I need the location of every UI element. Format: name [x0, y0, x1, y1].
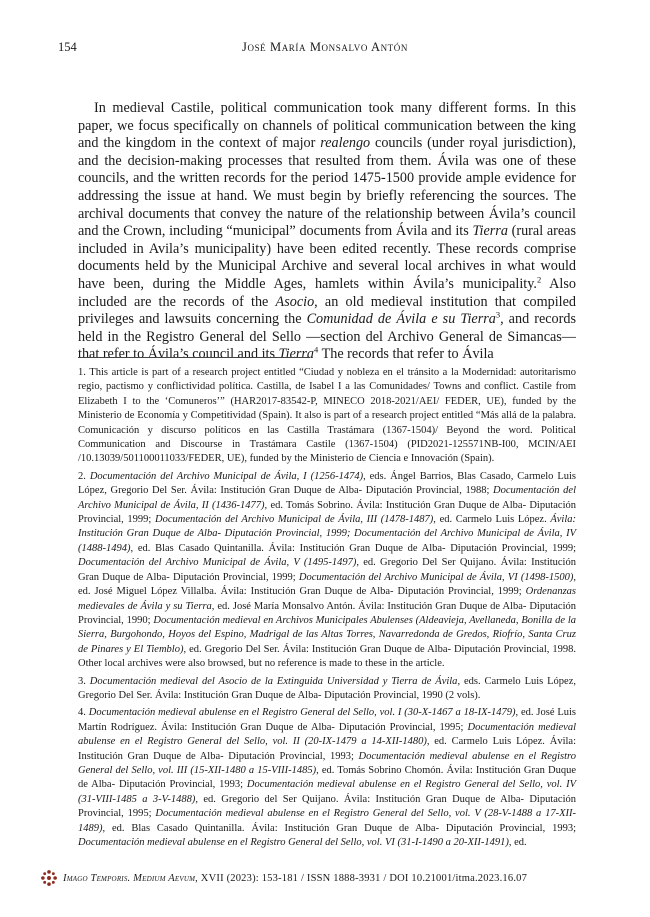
footnote-title: Ordenanzas medievales de Ávila y su Tierra [78, 586, 576, 612]
body-text-segment: In medieval Castile, political communication took many different forms. In this paper, we focus specifically on channels of political communication between the king and the kingdom in the context of major [78, 100, 576, 152]
footnote-title: Documentación medieval del Asocio de la Extinguida Universidad y Tierra de Ávila [89, 675, 458, 687]
footnotes [78, 366, 576, 853]
footnote-title: Documentación del Archivo Municipal de Ávila, I (1256-1474) [89, 470, 364, 482]
footnote-title: Documentación medieval abulense en el Registro General del Sello, vol. V (28-V-1488 a 17-XII-1489) [78, 808, 577, 834]
body-italic-term: Tierra [278, 346, 315, 363]
page-footer [40, 869, 600, 889]
footnote-text: , ed. José Miguel López Villalba. Ávila: Institución Gran Duque de Alba- Diputación Provincial, 1999; [78, 571, 576, 598]
footnote-title: Ávila: Institución Gran Duque de Alba- Diputación Provincial, 1999; Documentación del Archivo Municipal de Ávila, IV (1488-1494) [78, 514, 577, 554]
running-head: José María Monsalvo Antón [242, 40, 408, 54]
footnote-text: , ed. [508, 837, 527, 848]
footnote-text: , ed. Blas Casado Quintanilla. Ávila: Institución Gran Duque de Alba- Diputación Provincial, 1999; [130, 542, 576, 554]
footnote-text: 3. [78, 675, 90, 687]
journal-name: Imago Temporis. Medium Aevum [63, 873, 196, 884]
body-text-segment: (rural areas included in Avila’s municipality) have been edited recently. These records comprise documents held by the Municipal Archive and several local archives in what would have been, during the Middle Ages, hamlets within Ávila’s municipality. [78, 223, 576, 292]
footnote-text: , ed. Gregorio Del Ser Quijano. Ávila: Institución Gran Duque de Alba- Diputación Provincial, 1999; [78, 557, 576, 583]
body-text-segment: , an old medieval institution that compiled privileges and lawsuits concerning the [78, 293, 576, 328]
footnote-text: , ed. José María Monsalvo Antón. Ávila: Institución Gran Duque de Alba- Diputación Provincial, 1990; [78, 600, 576, 626]
body-text-segment: Also included are the records of the [78, 275, 576, 310]
body-text-segment: , and records held in the Registro General del Sello —section del Archivo General de Simancas— that refer to Ávila’s council and its [78, 311, 576, 363]
page-number: 154 [58, 40, 77, 54]
footnote-ref[interactable]: 4 [314, 344, 319, 355]
footnote-3 [78, 675, 576, 704]
body-italic-term: Comunidad de Ávila e su Tierra [306, 311, 496, 328]
footnote-text: , ed. Tomás Sobrino Chomón. Ávila: Institución Gran Duque de Alba- Diputación Provincial, 1993; [78, 764, 576, 791]
footnote-title: Documentación del Archivo Municipal de Ávila, III (1478-1487) [155, 514, 434, 526]
body-paragraph [78, 100, 576, 364]
footnote-title: Documentación medieval en Archivos Municipales Abulenses (Aldeavieja, Avellaneda, Bonilla de la Sierra, Burgohondo, Hoyos del Espino, Madrigal de las Altas Torres, Navarredonda de Gredos, Riofrío, Santa Cruz de Pinares y El Tiemblo) [78, 614, 577, 655]
footnote-text: , ed. Blas Casado Quintanilla. Ávila: Institución Gran Duque de Alba- Diputación Provincial, 1993; [102, 822, 576, 834]
body-italic-term: Asocio [275, 293, 315, 310]
footnote-title: Documentación del Archivo Municipal de Ávila, VI (1498-1500) [298, 571, 574, 583]
body-italic-term: Tierra [472, 223, 508, 240]
footnote-title: Documentación medieval abulense en el Registro General del Sello, vol. I (30-X-1467 a 18-IX-1479) [88, 707, 516, 719]
footnote-title: Documentación medieval abulense en el Registro General del Sello, vol. III (15-XII-1480 a 15-VIII-1485) [78, 750, 576, 776]
footnote-text: , ed. José Luis Martín Rodríguez. Ávila: Institución Gran Duque de Alba- Diputación Provincial, 1995; [78, 707, 576, 733]
footnote-text: , ed. Gregorio Del Ser. Ávila: Institución Gran Duque de Alba- Diputación Provincial, 1998. Other local archives were also browsed, but no reference is made to these in the article. [78, 643, 576, 670]
footnote-title: Documentación medieval abulense en el Registro General del Sello, vol. II (20-IX-1479 a 14-XII-1480) [78, 721, 576, 748]
footnote-text: 2. [78, 470, 90, 482]
footnote-text: , ed. Tomás Sobrino. Ávila: Institución Gran Duque de Alba- Diputación Provincial, 1999; [78, 499, 576, 526]
footnote-text: , ed. Gregorio del Ser Quijano. Ávila: Institución Gran Duque de Alba- Diputación Provincial, 1995; [78, 793, 577, 820]
ornament-icon [40, 869, 58, 887]
body-italic-term: realengo [320, 135, 371, 152]
footnote-title: Documentación medieval abulense en el Registro General del Sello, vol. IV (31-VIII-1485 a 3-V-1488) [78, 779, 576, 805]
footer-citation [63, 873, 527, 884]
footnote-4 [78, 706, 576, 850]
footnote-text: , ed. Carmelo Luis López. Ávila: Institución Gran Duque de Alba- Diputación Provincial, 1993; [78, 736, 576, 762]
footnote-1: 1. This article is part of a research project entitled “Ciudad y nobleza en el tránsito a la Modernidad: autoritarismo regio, pactismo y conflictividad política. Castilla, de Isabel I a las Comunidades/ Towns and conflict. Castile from Elizabeth I to the ‘Comuneros’” (HAR2017-83542-P, MINECO 2018-2021/AEI/ FEDER, UE), funded by the Ministerio de Economía y Competitividad (Spain). It also is part of a research project entitled “Más allá de la palabra. Comunicación y discurso políticos en las Castilla Trastámara (1367-1504)/ Beyond the word. Political Communication and Discourse in Trastámara Castile (1367-1504) (PID2021-125571NB-I00, MCIN/AEI /10.13039/501100011033/FEDER, UE), funded by the Ministerio de Ciencia e Innovación (Spain). [78, 367, 576, 465]
footnote-title: Documentación del Archivo Municipal de Ávila, V (1495-1497) [78, 557, 357, 569]
citation-details: , XVII (2023): 153-181 / ISSN 1888-3931 / DOI 10.21001/itma.2023.16.07 [195, 873, 528, 884]
footnote-title: Documentación medieval abulense en el Registro General del Sello, vol. VI (31-I-1490 a 20-XII-1491) [78, 837, 509, 848]
footnote-text: , eds. Ángel Barrios, Blas Casado, Carmelo Luis López, Gregorio Del Ser. Ávila: Institución Gran Duque de Alba- Diputación Provincial, 1988; [78, 470, 577, 497]
footnote-text: , ed. Carmelo Luis López. [433, 514, 551, 526]
body-text-segment: councils (under royal jurisdiction), and the decision-making processes that resulted from them. Ávila was one of these councils, and the written records for the period 1475-1500 provide ample evidence for addressing the issue at hand. We must begin by briefly referencing the sources. The archival documents that convey the nature of the relationship between Ávila’s council and the Crown, including “municipal” documents from Ávila and its [78, 135, 576, 240]
footnote-text: , eds. Carmelo Luis López, Gregorio Del Ser. Ávila: Institución Gran Duque de Alba- Diputación Provincial, 1990 (2 vols). [78, 675, 576, 701]
footnote-text: 4. [78, 707, 89, 719]
footnote-ref[interactable]: 3 [495, 309, 501, 320]
body-text-segment: The records that refer to Ávila [318, 346, 494, 363]
footnote-2 [78, 470, 576, 672]
footnote-ref[interactable]: 2 [536, 274, 542, 285]
footnote-divider [78, 357, 308, 358]
footnote-title: Documentación del Archivo Municipal de Ávila, II (1436-1477) [78, 485, 576, 511]
